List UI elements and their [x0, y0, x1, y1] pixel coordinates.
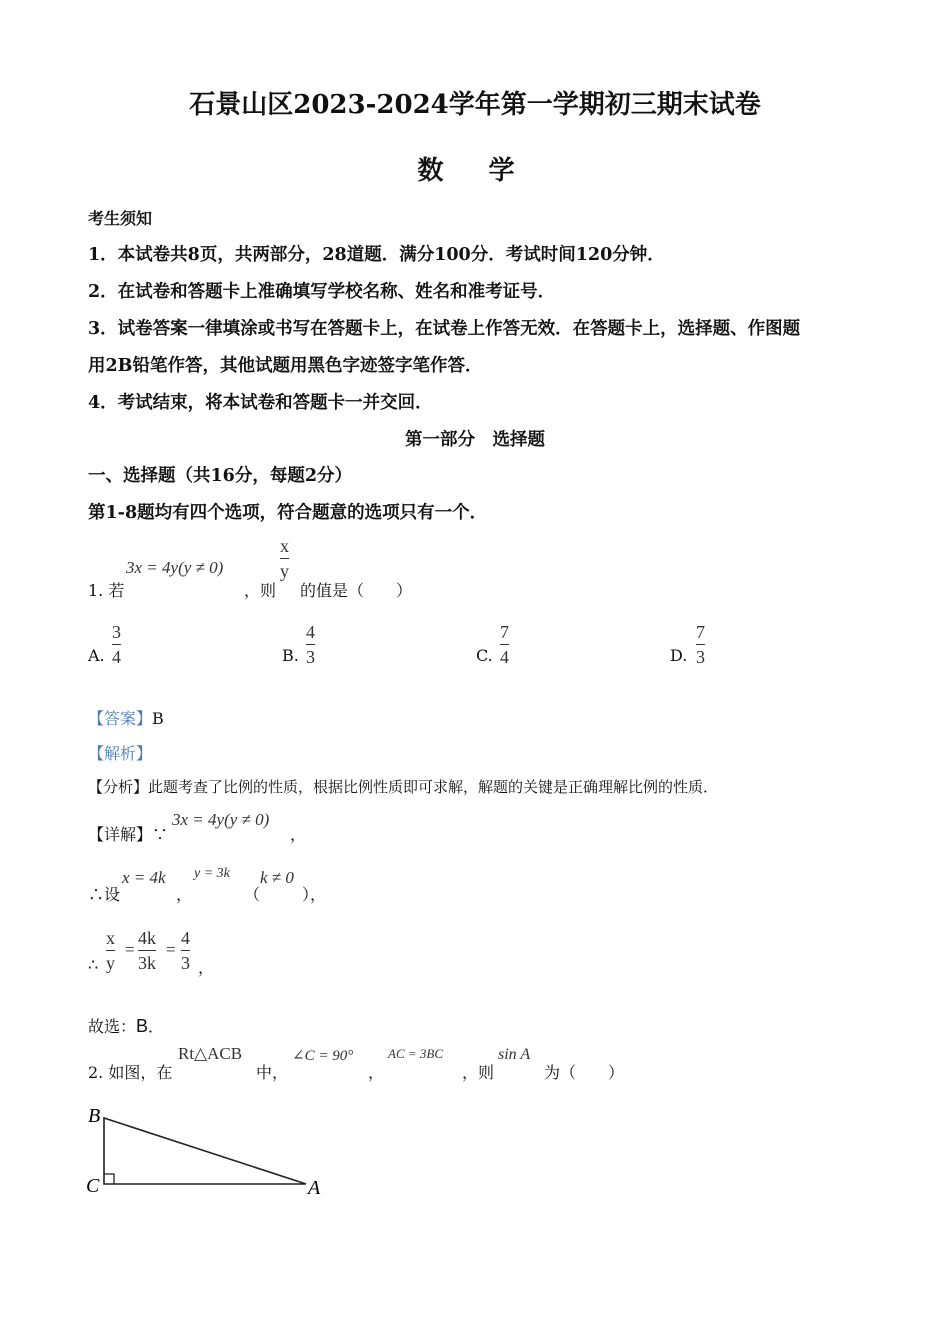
option-b-fraction: [306, 622, 315, 667]
q2-triangle: Rt△ACB: [178, 1044, 243, 1063]
ratio-frac-1: [106, 928, 115, 973]
choose-line: [88, 1014, 164, 1037]
choose-value: B: [136, 1016, 149, 1036]
q1-mid: ，则: [244, 581, 277, 600]
fraction-bar: [106, 950, 115, 951]
let-comma: ，: [176, 885, 193, 904]
let-paren-close: ），: [302, 885, 327, 904]
let-y: y = 3k: [194, 866, 230, 881]
vertex-c-label: C: [86, 1175, 100, 1197]
fraction-bar: [181, 950, 190, 951]
notice-item-2: 2．在试卷和答题卡上准确填写学校名称、姓名和准考证号．: [88, 282, 556, 302]
q2-sin: sin A: [498, 1046, 531, 1063]
ratio-den-1: y: [106, 953, 115, 973]
option-b-num: 4: [306, 622, 315, 642]
fraction-bar: [696, 644, 705, 645]
answer-value: B: [152, 709, 164, 728]
option-c-num: 7: [500, 622, 509, 642]
option-d-fraction: [696, 622, 705, 667]
q1-condition: 3x = 4y(y ≠ 0): [126, 558, 224, 577]
ratio-frac-3: [181, 928, 190, 973]
vertex-b-label: B: [88, 1105, 101, 1127]
option-a-label: A.: [88, 646, 105, 665]
choose-prefix: 故选：: [88, 1017, 137, 1036]
q2-angle: ∠C = 90°: [292, 1048, 354, 1064]
option-c-den: 4: [500, 647, 509, 667]
ratio-num-2: 4k: [138, 928, 156, 948]
q2-t4: 为（ ）: [544, 1063, 625, 1082]
therefore-symbol: ∴: [88, 955, 99, 974]
fraction-bar: [306, 644, 315, 645]
option-d-num: 7: [696, 622, 705, 642]
q2-prefix: 2. 如图，在: [88, 1063, 173, 1082]
q1-prefix: 1. 若: [88, 581, 125, 600]
q2-t1: 中，: [256, 1063, 289, 1082]
let-prefix: ∴设: [88, 885, 121, 904]
eq-2: =: [166, 940, 176, 959]
detail-comma: ，: [290, 825, 307, 844]
option-d-label: D.: [670, 646, 688, 665]
answer-tag: 【答案】: [88, 709, 153, 728]
fraction-bar: [500, 644, 509, 645]
let-x: x = 4k: [122, 868, 166, 887]
ratio-frac-2: [138, 928, 156, 973]
q2-t3: ，则: [462, 1063, 495, 1082]
q1-answer: [88, 706, 164, 729]
ratio-num-1: x: [106, 928, 115, 948]
fraction-bar: [138, 950, 156, 951]
option-c-label: C.: [476, 646, 493, 665]
q2-t2: ，: [368, 1063, 385, 1082]
option-d-den: 3: [696, 647, 705, 667]
let-k: k ≠ 0: [260, 868, 294, 887]
choose-suffix: ．: [148, 1017, 165, 1036]
eq-1: =: [125, 940, 135, 959]
analysis-text: 【分析】此题考查了比例的性质，根据比例性质即可求解，解题的关键是正确理解比例的性质．: [88, 778, 719, 796]
let-paren-open: （: [244, 885, 261, 904]
notice-item-3: 3．试卷答案一律填涂或书写在答题卡上，在试卷上作答无效．在答题卡上，选择题、作图题: [88, 319, 801, 339]
detail-condition: 3x = 4y(y ≠ 0): [172, 810, 270, 829]
q1-frac-den: y: [280, 561, 289, 581]
subject-title: 数 学: [417, 156, 533, 186]
fraction-bar: [280, 558, 289, 559]
ratio-den-2: 3k: [138, 953, 156, 973]
exam-title: 石景山区2023-2024学年第一学期初三期末试卷: [189, 90, 761, 120]
option-a-num: 3: [112, 622, 121, 642]
detail-tag: 【详解】∵: [88, 825, 169, 844]
part-title: 第一部分 选择题: [405, 430, 545, 450]
analysis-tag: 【解析】: [88, 744, 153, 763]
section-instruction: 第1-8题均有四个选项，符合题意的选项只有一个．: [88, 503, 488, 523]
q1-frac-num: x: [280, 536, 289, 556]
option-a-fraction: [112, 622, 121, 667]
right-angle-mark: [104, 1174, 114, 1184]
option-b-label: B.: [282, 646, 299, 665]
option-b-den: 3: [306, 647, 315, 667]
vertex-a-label: A: [308, 1177, 321, 1199]
notice-item-3-cont: 用2B铅笔作答，其他试题用黑色字迹签字笔作答．: [88, 356, 483, 376]
option-c-fraction: [500, 622, 509, 667]
ratio-num-3: 4: [181, 928, 190, 948]
notice-item-4: 4．考试结束，将本试卷和答题卡一并交回．: [88, 393, 433, 413]
triangle-diagram: [80, 1096, 340, 1206]
ratio-den-3: 3: [181, 953, 190, 973]
q2-relation: AC = 3BC: [388, 1046, 443, 1061]
q1-fraction: [280, 536, 289, 581]
q1-suffix: 的值是（ ）: [300, 581, 413, 600]
fraction-bar: [112, 644, 121, 645]
section-title: 一、选择题（共16分，每题2分）: [88, 466, 353, 486]
notice-item-1: 1．本试卷共8页，共两部分，28道题．满分100分．考试时间120分钟．: [88, 245, 665, 265]
notice-heading: 考生须知: [88, 209, 153, 228]
triangle-acb: [104, 1118, 306, 1184]
ratio-comma: ，: [198, 958, 215, 977]
option-a-den: 4: [112, 647, 121, 667]
